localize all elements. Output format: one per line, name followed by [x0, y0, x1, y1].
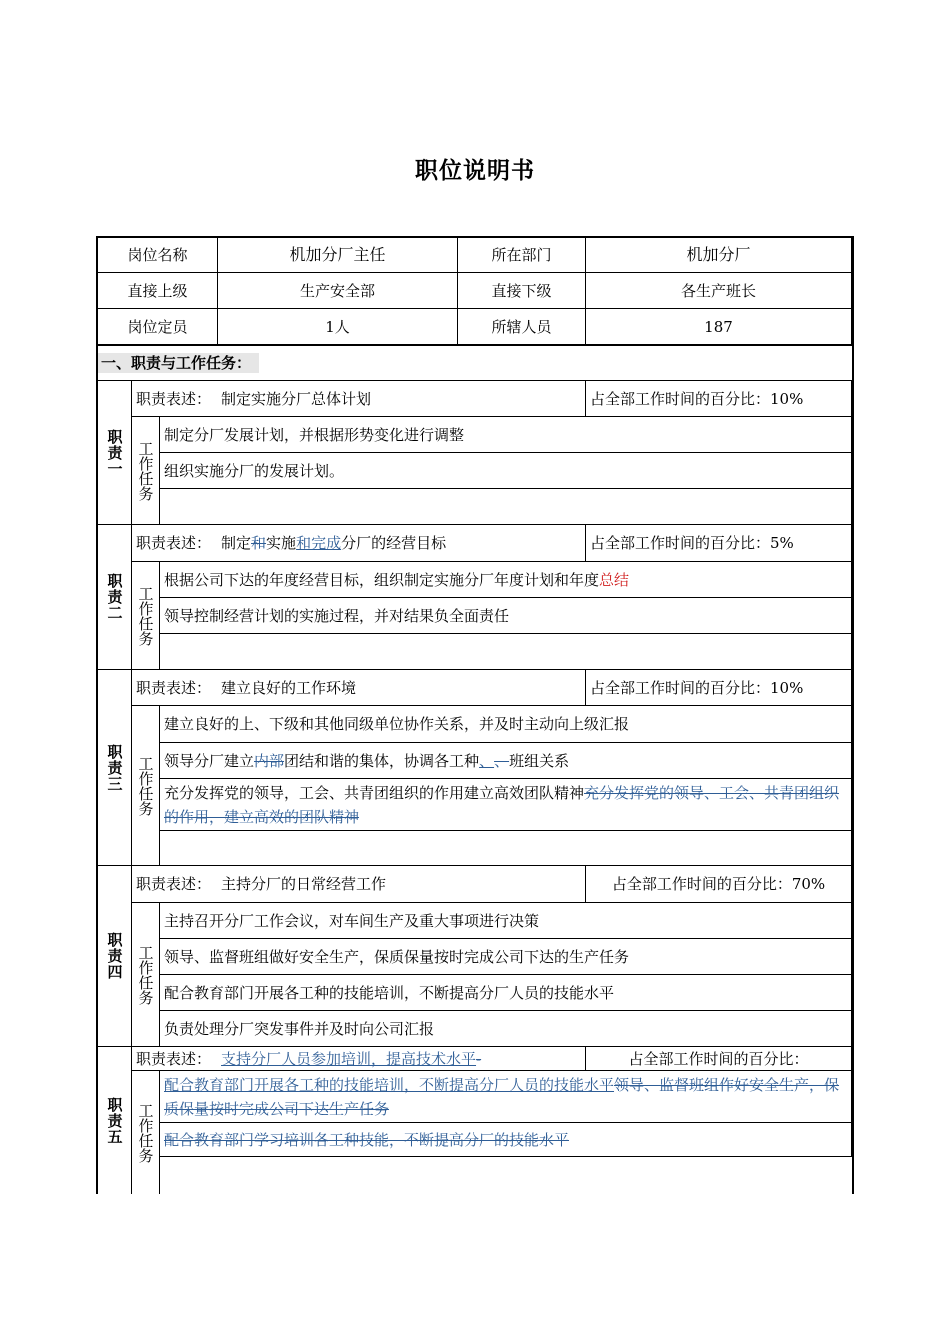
duty-4-task-3: 配合教育部门开展各工种的技能培训，不断提高分厂人员的技能水平	[160, 975, 852, 1011]
duty-1-task-label: 工作任务	[132, 417, 160, 525]
duty-4-task-2: 领导、监督班组做好安全生产，保质保量按时完成公司下达的生产任务	[160, 939, 852, 975]
duty-3-percent: 占全部工作时间的百分比： 10%	[586, 670, 852, 706]
duty-5-task-empty	[160, 1157, 852, 1194]
duty-2-label: 职责二	[98, 525, 132, 670]
duty-5-label: 职责五	[98, 1047, 132, 1194]
duty-5-description: 职责表述： 支持分厂人员参加培训，提高技术水平 -	[132, 1047, 586, 1071]
section-header	[98, 346, 852, 381]
department: 机加分厂	[586, 238, 852, 273]
duty-4-task-1: 主持召开分厂工作会议，对车间生产及重大事项进行决策	[160, 903, 852, 939]
label-superior: 直接上级	[98, 273, 218, 309]
duty-4-task-label: 工作任务	[132, 903, 160, 1047]
staff-count: 187	[586, 309, 852, 345]
duty-4-label: 职责四	[98, 866, 132, 1047]
duty-3-task-empty	[160, 831, 852, 866]
duty-5-task-2: 配合教育部门学习培训各工种技能，不断提高分厂的技能水平	[160, 1123, 852, 1157]
label-department: 所在部门	[458, 238, 586, 273]
page-title: 职位说明书	[415, 158, 535, 184]
job-description-table	[96, 236, 854, 1194]
label-subordinate: 直接下级	[458, 273, 586, 309]
duty-4-description: 职责表述： 主持分厂的日常经营工作	[132, 866, 586, 903]
duty-5-percent: 占全部工作时间的百分比：	[586, 1047, 852, 1071]
duty-1-task-empty	[160, 489, 852, 525]
label-quota: 岗位定员	[98, 309, 218, 345]
duty-1-task-2: 组织实施分厂的发展计划。	[160, 453, 852, 489]
duty-1-description: 职责表述： 制定实施分厂总体计划	[132, 381, 586, 417]
duty-5-task-1: 配合教育部门开展各工种的技能培训，不断提高分厂人员的技能水平领导、监督班组作好安全生产，保质保量按时完成公司下达生产任务	[160, 1071, 852, 1123]
duty-1-percent: 占全部工作时间的百分比： 10%	[586, 381, 852, 417]
duty-4-percent: 占全部工作时间的百分比： 70%	[586, 866, 852, 903]
duty-2-task-empty	[160, 634, 852, 670]
duty-2-description: 职责表述： 制定 和 实施 和完成 分厂的经营目标	[132, 525, 586, 562]
duty-3-task-1: 建立良好的上、下级和其他同级单位协作关系，并及时主动向上级汇报	[160, 706, 852, 743]
superior: 生产安全部	[218, 273, 458, 309]
duty-3-task-3: 充分发挥党的领导，工会、共青团组织的作用建立高效团队精神充分发挥党的领导、工会、共青团组织的作用，建立高效的团队精神	[160, 779, 852, 831]
quota: 1人	[218, 309, 458, 345]
duty-2-percent: 占全部工作时间的百分比： 5%	[586, 525, 852, 562]
duty-3-label: 职责三	[98, 670, 132, 866]
label-staff: 所辖人员	[458, 309, 586, 345]
duty-2-task-label: 工作任务	[132, 562, 160, 670]
table-border-right	[852, 236, 854, 1194]
duty-3-task-label: 工作任务	[132, 706, 160, 866]
duty-3-description: 职责表述： 建立良好的工作环境	[132, 670, 586, 706]
position-name: 机加分厂主任	[218, 238, 458, 273]
duty-5-task-label: 工作任务	[132, 1071, 160, 1194]
duty-1-label: 职责一	[98, 381, 132, 525]
duty-2-task-2: 领导控制经营计划的实施过程，并对结果负全面责任	[160, 598, 852, 634]
subordinate: 各生产班长	[586, 273, 852, 309]
duty-4-task-4: 负责处理分厂突发事件并及时向公司汇报	[160, 1011, 852, 1047]
duty-3-task-2: 领导分厂建立 内部 团结和谐的集体，协调各工种 、 、 班组关系	[160, 743, 852, 779]
label-position-name: 岗位名称	[98, 238, 218, 273]
duty-1-task-1: 制定分厂发展计划，并根据形势变化进行调整	[160, 417, 852, 453]
duty-2-task-1: 根据公司下达的年度经营目标，组织制定实施分厂年度计划和年度 总结	[160, 562, 852, 598]
section-title: 一、职责与工作任务：	[98, 353, 259, 373]
